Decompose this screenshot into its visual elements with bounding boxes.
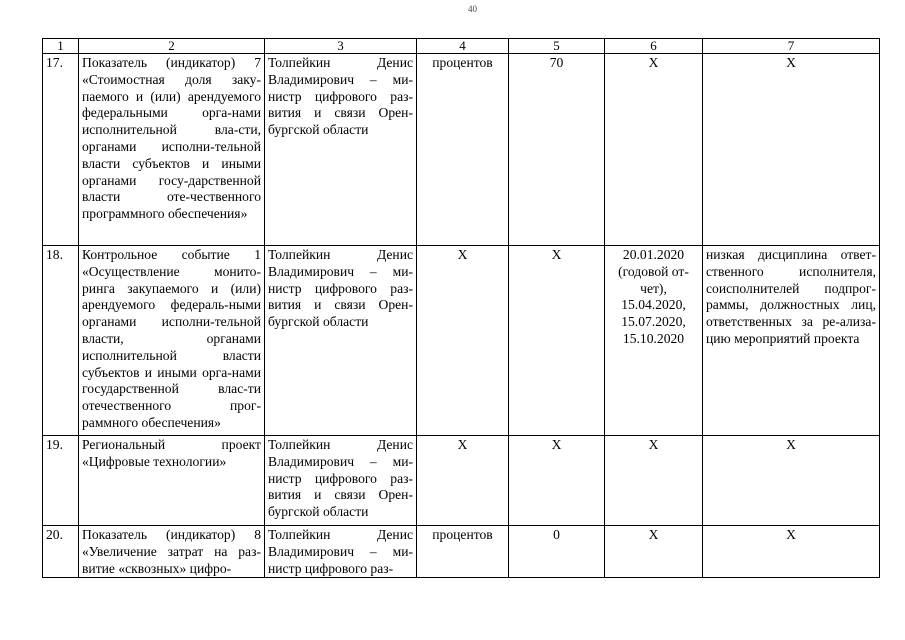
row-name: Показатель (индикатор) 7 «Стоимостная доля заку-паемого и (или) арендуемого федеральными орга-нами исполнительной вла-сти, органами исполни-тельной власти субъектов и иными органами госу-дарственной власти оте-чественного программного обеспечения» <box>79 54 265 246</box>
row-date: X <box>605 436 703 526</box>
header-cell: 6 <box>605 39 703 54</box>
row-date: X <box>605 526 703 578</box>
row-risk: X <box>703 526 880 578</box>
row-responsible: Толпейкин Денис Владимирович – ми-нистр цифрового раз-вития и связи Орен-бургской области <box>265 436 417 526</box>
header-cell: 4 <box>417 39 509 54</box>
row-name: Контрольное событие 1 «Осуществление монито-ринга закупаемого и (или) арендуемого федераль-ными органами исполни-тельной власти, органами исполнительной власти субъектов и иными орга-нами государственной влас-ти отечественного прог-раммного обеспечения» <box>79 246 265 436</box>
row-responsible: Толпейкин Денис Владимирович – ми-нистр цифрового раз- <box>265 526 417 578</box>
row-value: 70 <box>509 54 605 246</box>
row-date: X <box>605 54 703 246</box>
row-number: 19. <box>43 436 79 526</box>
header-cell: 5 <box>509 39 605 54</box>
row-value: X <box>509 246 605 436</box>
table-row <box>43 526 880 578</box>
row-number: 20. <box>43 526 79 578</box>
header-cell: 1 <box>43 39 79 54</box>
row-risk: низкая дисциплина ответ-ственного исполнителя, соисполнителей подпрог-раммы, должностных лиц, ответственных за ре-ализа-цию мероприятий проекта <box>703 246 880 436</box>
row-value: 0 <box>509 526 605 578</box>
row-value: X <box>509 436 605 526</box>
header-cell: 3 <box>265 39 417 54</box>
indicators-table <box>42 38 880 578</box>
row-unit: X <box>417 436 509 526</box>
header-cell: 2 <box>79 39 265 54</box>
row-name: Показатель (индикатор) 8 «Увеличение затрат на раз-витие «сквозных» цифро- <box>79 526 265 578</box>
table-row <box>43 436 880 526</box>
row-responsible: Толпейкин Денис Владимирович – ми-нистр цифрового раз-вития и связи Орен-бургской области <box>265 246 417 436</box>
row-date: 20.01.2020 (годовой от- чет), 15.04.2020, 15.07.2020, 15.10.2020 <box>605 246 703 436</box>
row-responsible: Толпейкин Денис Владимирович – ми-нистр цифрового раз-вития и связи Орен-бургской области <box>265 54 417 246</box>
row-unit: процентов <box>417 526 509 578</box>
table-row <box>43 246 880 436</box>
row-number: 18. <box>43 246 79 436</box>
row-number: 17. <box>43 54 79 246</box>
table-row <box>43 54 880 246</box>
table-header-row <box>43 39 880 54</box>
row-unit: процентов <box>417 54 509 246</box>
row-risk: X <box>703 54 880 246</box>
row-unit: X <box>417 246 509 436</box>
page-number: 40 <box>468 4 477 14</box>
row-risk: X <box>703 436 880 526</box>
header-cell: 7 <box>703 39 880 54</box>
row-name: Региональный проект «Цифровые технологии» <box>79 436 265 526</box>
